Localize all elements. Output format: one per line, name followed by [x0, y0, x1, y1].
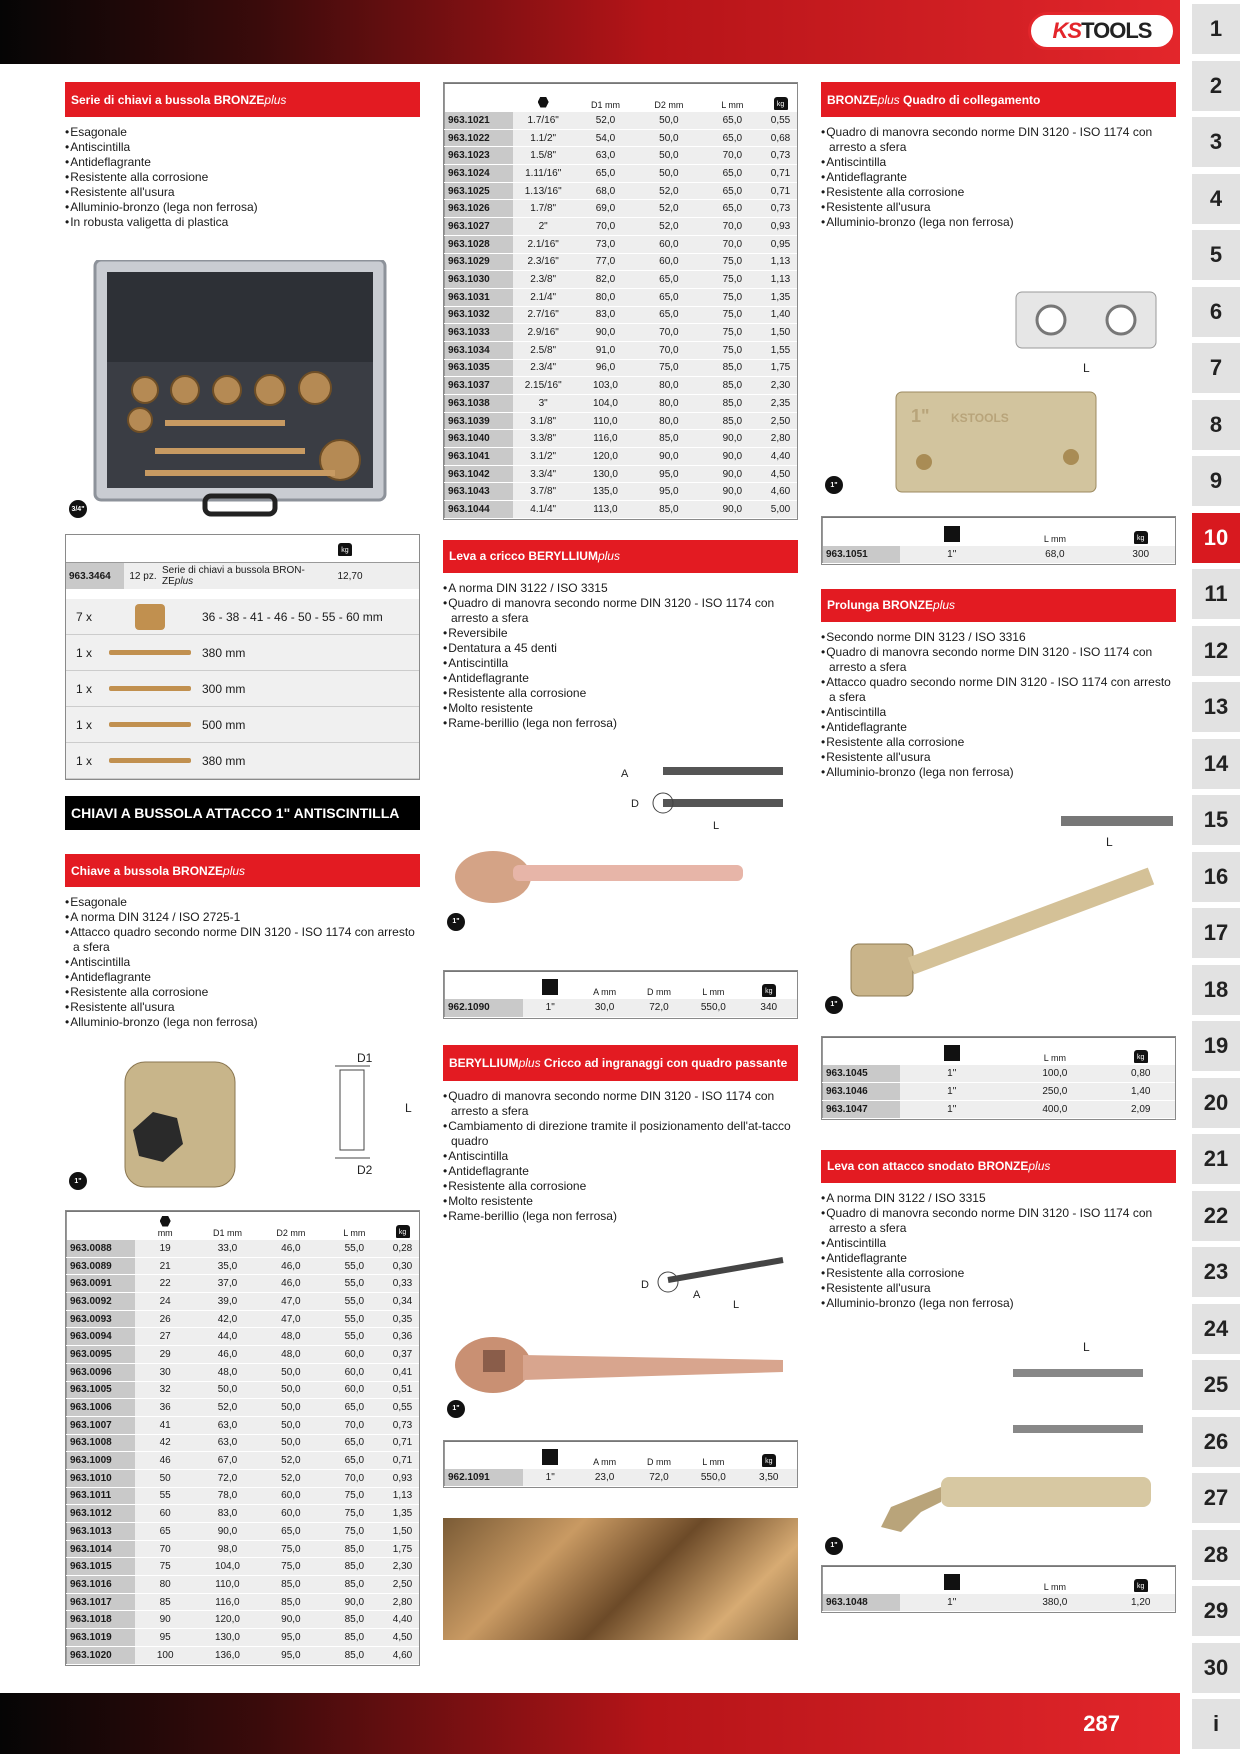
table-row: 963.1019 95 130,0 95,0 85,0 4,50 [67, 1629, 420, 1647]
table-row: 963.0089 21 35,0 46,0 55,0 0,30 [67, 1257, 420, 1275]
table-row: 963.1047 1" 400,0 2,09 [823, 1101, 1176, 1119]
feature-item: • Resistente alla corrosione [821, 735, 1176, 750]
feature-item: • Alluminio-bronzo (lega non ferrosa) [821, 215, 1176, 230]
feature-item: • Antideflagrante [443, 1164, 798, 1179]
table-row: 963.1015 75 104,0 75,0 85,0 2,30 [67, 1558, 420, 1576]
gear-features [443, 1089, 798, 1224]
footer-bar [0, 1693, 1180, 1754]
tab-5[interactable]: 5 [1192, 230, 1240, 280]
tab-3[interactable]: 3 [1192, 117, 1240, 167]
extension-table [821, 1036, 1176, 1120]
feature-item: • Rame-berillio (lega non ferrosa) [443, 716, 798, 731]
ratchet-features [443, 581, 798, 731]
gear-dim-d: D [641, 1278, 649, 1291]
ratchet-dim-d: D [631, 797, 639, 810]
connector-table [821, 516, 1176, 565]
tab-18[interactable]: 18 [1192, 965, 1240, 1015]
tab-7[interactable]: 7 [1192, 343, 1240, 393]
table-row: 963.1040 3.3/8" 116,0 85,0 90,0 2,80 [445, 430, 798, 448]
hex-icon [160, 1216, 171, 1227]
table-row: 963.1051 1" 68,0 300 [823, 546, 1176, 564]
feature-item: • Quadro di manovra secondo norme DIN 3120 - ISO 1174 con arresto a sfera [821, 645, 1176, 675]
table-header: L mm [1003, 518, 1106, 546]
table-header: A mm [577, 1441, 631, 1469]
table-header: L mm [686, 1441, 740, 1469]
feature-item: • Antiscintilla [821, 155, 1176, 170]
extension-title: Prolunga BRONZE plus [821, 589, 1176, 622]
tab-16[interactable]: 16 [1192, 852, 1240, 902]
set-title: Serie di chiavi a bussola BRONZE plus [65, 82, 420, 117]
set-content-row: 1 x 380 mm [66, 743, 419, 779]
table-row: 963.0096 30 48,0 50,0 60,0 0,41 [67, 1363, 420, 1381]
set-size-tag: 3/4" [69, 500, 87, 518]
table-header [764, 84, 797, 112]
case-image [65, 260, 420, 520]
feature-item: • Antiscintilla [65, 140, 420, 155]
connector-features [821, 125, 1176, 230]
gear-ratchet-title: BERYLLIUMplus Cricco ad ingranaggi con quadro passante [443, 1045, 798, 1081]
table-header: D mm [632, 1441, 686, 1469]
weight-icon: kg [338, 543, 352, 556]
socket-features [65, 895, 420, 1030]
square-drive-icon [542, 979, 558, 995]
table-row: 963.1021 1.7/16" 52,0 50,0 65,0 0,55 [445, 112, 798, 130]
weight-icon: kg [762, 984, 776, 997]
table-row: 963.1025 1.13/16" 68,0 52,0 65,0 0,71 [445, 182, 798, 200]
weight-icon: kg [774, 97, 788, 110]
feature-item: • In robusta valigetta di plastica [65, 215, 420, 230]
feature-item: • Molto resistente [443, 1194, 798, 1209]
table-row: 963.1006 36 52,0 50,0 65,0 0,55 [67, 1399, 420, 1417]
feature-item: • Resistente all'usura [65, 1000, 420, 1015]
feature-item: • Resistente alla corrosione [65, 985, 420, 1000]
table-row: 963.1023 1.5/8" 63,0 50,0 70,0 0,73 [445, 147, 798, 165]
tab-8[interactable]: 8 [1192, 400, 1240, 450]
feature-item: • Antideflagrante [65, 155, 420, 170]
extension-size-tag: 1" [825, 996, 843, 1014]
gear-photo [443, 1240, 798, 1430]
feature-item: • Resistente alla corrosione [443, 1179, 798, 1194]
table-header [445, 971, 524, 999]
feature-item: • Secondo norme DIN 3123 / ISO 3316 [821, 630, 1176, 645]
square-drive-icon [944, 1574, 960, 1590]
hinge-size-tag: 1" [825, 1537, 843, 1555]
gear-size-tag: 1" [447, 1400, 465, 1418]
table-row: 963.1005 32 50,0 50,0 60,0 0,51 [67, 1381, 420, 1399]
feature-item: • Alluminio-bronzo (lega non ferrosa) [65, 1015, 420, 1030]
connector-photo [821, 242, 1176, 504]
weight-icon: kg [396, 1225, 410, 1238]
table-header: D mm [632, 971, 686, 999]
gear-table [443, 1440, 798, 1489]
set-content-row: 1 x 380 mm [66, 635, 419, 671]
table-header [386, 1212, 419, 1240]
table-header [445, 84, 513, 112]
tab-20[interactable]: 20 [1192, 1078, 1240, 1128]
table-header: D2 mm [259, 1212, 322, 1240]
part-thumbnail [102, 710, 198, 740]
table-row: 963.1012 60 83,0 60,0 75,0 1,35 [67, 1505, 420, 1523]
set-contents [66, 599, 419, 779]
table-row: 963.1031 2.1/4" 80,0 65,0 75,0 1,35 [445, 288, 798, 306]
socket-photo [65, 1052, 420, 1204]
tab-i[interactable]: i [1192, 1699, 1240, 1749]
table-header [741, 1441, 797, 1469]
feature-item: • Resistente alla corrosione [443, 686, 798, 701]
feature-item: • Antideflagrante [65, 970, 420, 985]
table-row: 963.1048 1" 380,0 1,20 [823, 1594, 1176, 1612]
table-row: 963.1018 90 120,0 90,0 85,0 4,40 [67, 1611, 420, 1629]
square-drive-icon [542, 1449, 558, 1465]
table-row: 963.1045 1" 100,0 0,80 [823, 1065, 1176, 1083]
tab-29[interactable]: 29 [1192, 1586, 1240, 1636]
table-header [900, 518, 1003, 546]
extension-features [821, 630, 1176, 780]
feature-item: • Molto resistente [443, 701, 798, 716]
extension-image [821, 786, 1176, 1026]
socket-dim-d1: D1 [357, 1052, 373, 1065]
socket-title: Chiave a bussola BRONZE plus [65, 854, 420, 887]
table-row: 963.1024 1.11/16" 65,0 50,0 65,0 0,71 [445, 165, 798, 183]
table-row: 963.1022 1.1/2" 54,0 50,0 65,0 0,68 [445, 129, 798, 147]
socket-dim-d2: D2 [357, 1163, 373, 1177]
table-row: 963.1032 2.7/16" 83,0 65,0 75,0 1,40 [445, 306, 798, 324]
table-header: D2 mm [637, 84, 700, 112]
table-row: 963.1016 80 110,0 85,0 85,0 2,50 [67, 1576, 420, 1594]
table-row: 963.1014 70 98,0 75,0 85,0 1,75 [67, 1540, 420, 1558]
table-header [513, 84, 574, 112]
feature-item: • Antiscintilla [443, 656, 798, 671]
tab-22[interactable]: 22 [1192, 1191, 1240, 1241]
part-thumbnail [102, 602, 198, 632]
table-header [741, 971, 797, 999]
table-row: 963.1007 41 63,0 50,0 70,0 0,73 [67, 1416, 420, 1434]
table-header [823, 518, 901, 546]
part-thumbnail [102, 674, 198, 704]
tab-21[interactable]: 21 [1192, 1134, 1240, 1184]
table-header [823, 1566, 901, 1594]
set-content-row: 1 x 300 mm [66, 671, 419, 707]
column-left [65, 82, 420, 1666]
feature-item: • Quadro di manovra secondo norme DIN 3120 - ISO 1174 con arresto a sfera [821, 1206, 1176, 1236]
tab-6[interactable]: 6 [1192, 287, 1240, 337]
ratchet-photo [443, 737, 798, 942]
tab-2[interactable]: 2 [1192, 61, 1240, 111]
table-row: 962.1091 1" 23,0 72,0 550,0 3,50 [445, 1469, 798, 1487]
extension-photo [821, 786, 1176, 1026]
table-row: 963.1037 2.15/16" 103,0 80,0 85,0 2,30 [445, 377, 798, 395]
set-content-row: 1 x 500 mm [66, 707, 419, 743]
tab-30[interactable]: 30 [1192, 1643, 1240, 1693]
set-content-row: 7 x 36 - 38 - 41 - 46 - 50 - 55 - 60 mm [66, 599, 419, 635]
table-row: 963.1017 85 116,0 85,0 90,0 2,80 [67, 1593, 420, 1611]
connector-size-tag: 1" [825, 476, 843, 494]
header-bar [0, 0, 1180, 64]
square-drive-icon [944, 526, 960, 542]
table-header: L mm [701, 84, 764, 112]
tab-24[interactable]: 24 [1192, 1304, 1240, 1354]
square-drive-icon [944, 1045, 960, 1061]
chapter-tabs [1192, 0, 1240, 1754]
ratchet-image [443, 737, 798, 942]
tab-27[interactable]: 27 [1192, 1473, 1240, 1523]
feature-item: • Reversibile [443, 626, 798, 641]
tab-14[interactable]: 14 [1192, 739, 1240, 789]
table-row: 963.0092 24 39,0 47,0 55,0 0,34 [67, 1293, 420, 1311]
feature-item: • Antiscintilla [821, 1236, 1176, 1251]
socket-inch-table [443, 82, 798, 520]
feature-item: • Antideflagrante [821, 720, 1176, 735]
table-header: L mm [1003, 1037, 1106, 1065]
tab-10[interactable]: 10 [1192, 513, 1240, 563]
table-row: 963.1010 50 72,0 52,0 70,0 0,93 [67, 1469, 420, 1487]
table-header [1106, 1037, 1175, 1065]
tab-13[interactable]: 13 [1192, 682, 1240, 732]
feature-item: • Alluminio-bronzo (lega non ferrosa) [65, 200, 420, 215]
feature-item: • Quadro di manovra secondo norme DIN 3120 - ISO 1174 con arresto a sfera [443, 596, 798, 626]
tab-23[interactable]: 23 [1192, 1247, 1240, 1297]
part-thumbnail [102, 746, 198, 776]
feature-item: • Quadro di manovra secondo norme DIN 3120 - ISO 1174 con arresto a sfera [443, 1089, 798, 1119]
table-header [523, 1441, 577, 1469]
table-row: 963.1044 4.1/4" 113,0 85,0 90,0 5,00 [445, 501, 798, 519]
hinge-title: Leva con attacco snodato BRONZE plus [821, 1150, 1176, 1183]
svg-text:1": 1" [911, 406, 930, 426]
tab-26[interactable]: 26 [1192, 1417, 1240, 1467]
table-row: 963.1011 55 78,0 60,0 75,0 1,13 [67, 1487, 420, 1505]
table-row: 963.0091 22 37,0 46,0 55,0 0,33 [67, 1275, 420, 1293]
table-header: A mm [577, 971, 631, 999]
tab-15[interactable]: 15 [1192, 795, 1240, 845]
ratchet-size-tag: 1" [447, 913, 465, 931]
feature-item: • Resistente all'usura [821, 750, 1176, 765]
feature-item: • Resistente all'usura [65, 185, 420, 200]
table-row: 963.1042 3.3/4" 130,0 95,0 90,0 4,50 [445, 465, 798, 483]
table-row: 963.0094 27 44,0 48,0 55,0 0,36 [67, 1328, 420, 1346]
feature-item: • Alluminio-bronzo (lega non ferrosa) [821, 765, 1176, 780]
gear-dim-a: A [693, 1288, 701, 1301]
feature-item: • Alluminio-bronzo (lega non ferrosa) [821, 1296, 1176, 1311]
hinge-photo [821, 1337, 1176, 1559]
feature-item: • Antiscintilla [443, 1149, 798, 1164]
connector-title: BRONZEplus Quadro di collegamento [821, 82, 1176, 117]
hinge-image [821, 1337, 1176, 1559]
table-header [67, 1212, 135, 1240]
tab-12[interactable]: 12 [1192, 626, 1240, 676]
table-row: 963.1039 3.1/8" 110,0 80,0 85,0 2,50 [445, 412, 798, 430]
table-row: 963.1009 46 67,0 52,0 65,0 0,71 [67, 1452, 420, 1470]
table-header: L mm [1003, 1566, 1106, 1594]
table-row: 963.1043 3.7/8" 135,0 95,0 90,0 4,60 [445, 483, 798, 501]
feature-item: • Resistente alla corrosione [821, 185, 1176, 200]
feature-item: • Antiscintilla [821, 705, 1176, 720]
table-row: 963.1027 2" 70,0 52,0 70,0 0,93 [445, 218, 798, 236]
feature-item: • A norma DIN 3122 / ISO 3315 [443, 581, 798, 596]
table-row: 963.1028 2.1/16" 73,0 60,0 70,0 0,95 [445, 235, 798, 253]
tab-9[interactable]: 9 [1192, 456, 1240, 506]
hinge-dim-l: L [1083, 1339, 1090, 1354]
ratchet-dim-l: L [713, 819, 720, 832]
gear-ratchet-image [443, 1240, 798, 1430]
chapter-banner: CHIAVI A BUSSOLA ATTACCO 1" ANTISCINTILLA [65, 796, 420, 830]
tab-4[interactable]: 4 [1192, 174, 1240, 224]
set-photo [65, 260, 420, 520]
bronze-parts-photo [443, 1518, 798, 1640]
feature-item: • Resistente alla corrosione [821, 1266, 1176, 1281]
feature-item: • Resistente all'usura [821, 200, 1176, 215]
set-table [65, 534, 420, 780]
socket-image [65, 1052, 420, 1204]
table-row: 963.0095 29 46,0 48,0 60,0 0,37 [67, 1346, 420, 1364]
feature-item: • Dentatura a 45 denti [443, 641, 798, 656]
table-row: 963.0088 19 33,0 46,0 55,0 0,28 [67, 1240, 420, 1258]
table-header: D1 mm [196, 1212, 259, 1240]
table-header [523, 971, 577, 999]
table-header [900, 1037, 1003, 1065]
table-row: 963.1026 1.7/8" 69,0 52,0 65,0 0,73 [445, 200, 798, 218]
table-row: 963.1008 42 63,0 50,0 65,0 0,71 [67, 1434, 420, 1452]
tab-17[interactable]: 17 [1192, 908, 1240, 958]
tab-11[interactable]: 11 [1192, 569, 1240, 619]
table-header [1106, 1566, 1175, 1594]
connector-dim-l: L [1083, 361, 1090, 375]
svg-text:KSTOOLS: KSTOOLS [951, 411, 1009, 425]
table-header [900, 1566, 1003, 1594]
table-header: L mm [686, 971, 740, 999]
table-row: 963.1020 100 136,0 95,0 85,0 4,60 [67, 1646, 420, 1664]
weight-icon: kg [1134, 531, 1148, 544]
table-row: 963.1034 2.5/8" 91,0 70,0 75,0 1,55 [445, 341, 798, 359]
feature-item: • Attacco quadro secondo norme DIN 3120 - ISO 1174 con arresto a sfera [821, 675, 1176, 705]
feature-item: • Attacco quadro secondo norme DIN 3120 - ISO 1174 con arresto a sfera [65, 925, 420, 955]
feature-item: • Rame-berillio (lega non ferrosa) [443, 1209, 798, 1224]
feature-item: • Esagonale [65, 125, 420, 140]
table-row: 963.1013 65 90,0 65,0 75,0 1,50 [67, 1523, 420, 1541]
table-header [445, 1441, 524, 1469]
socket-table [65, 1210, 420, 1666]
socket-size-tag: 1" [69, 1172, 87, 1190]
feature-item: • Esagonale [65, 895, 420, 910]
table-row: 963.1033 2.9/16" 90,0 70,0 75,0 1,50 [445, 324, 798, 342]
ratchet-title: Leva a cricco BERYLLIUM plus [443, 540, 798, 573]
feature-item: • A norma DIN 3124 / ISO 2725-1 [65, 910, 420, 925]
weight-icon: kg [1134, 1050, 1148, 1063]
hex-icon [538, 97, 549, 108]
table-row: 962.1090 1" 30,0 72,0 550,0 340 [445, 999, 798, 1017]
connector-image [821, 242, 1176, 504]
feature-item: • Antideflagrante [821, 170, 1176, 185]
table-row: 963.1046 1" 250,0 1,40 [823, 1083, 1176, 1101]
column-right [821, 82, 1176, 1613]
ratchet-table [443, 970, 798, 1019]
table-header: L mm [323, 1212, 386, 1240]
feature-item: • Resistente alla corrosione [65, 170, 420, 185]
ks-tools-logo: KS TOOLS [1028, 12, 1176, 50]
part-thumbnail [102, 638, 198, 668]
feature-item: • Quadro di manovra secondo norme DIN 3120 - ISO 1174 con arresto a sfera [821, 125, 1176, 155]
column-middle [443, 82, 798, 1640]
table-row: 963.0093 26 42,0 47,0 55,0 0,35 [67, 1310, 420, 1328]
tab-1[interactable]: 1 [1192, 4, 1240, 54]
ratchet-dim-a: A [621, 767, 629, 780]
table-row: 963.1041 3.1/2" 120,0 90,0 90,0 4,40 [445, 448, 798, 466]
table-row: 963.1038 3" 104,0 80,0 85,0 2,35 [445, 395, 798, 413]
table-header [823, 1037, 901, 1065]
feature-item: • A norma DIN 3122 / ISO 3315 [821, 1191, 1176, 1206]
feature-item: • Cambiamento di direzione tramite il posizionamento dell'at-tacco quadro [443, 1119, 798, 1149]
socket-dim-l: L [405, 1101, 412, 1115]
page-number: 287 [1083, 1711, 1120, 1736]
feature-item: • Antideflagrante [443, 671, 798, 686]
table-row: 963.1030 2.3/8" 82,0 65,0 75,0 1,13 [445, 271, 798, 289]
table-header: mm [135, 1212, 196, 1240]
gear-dim-l: L [733, 1298, 740, 1311]
set-features [65, 125, 420, 230]
table-header: D1 mm [574, 84, 637, 112]
feature-item: • Antiscintilla [65, 955, 420, 970]
feature-item: • Antideflagrante [821, 1251, 1176, 1266]
hinge-features [821, 1191, 1176, 1311]
weight-icon: kg [1134, 1579, 1148, 1592]
extension-dim-l: L [1106, 834, 1113, 849]
hinge-table [821, 1565, 1176, 1614]
tab-19[interactable]: 19 [1192, 1021, 1240, 1071]
table-row: 963.1029 2.3/16" 77,0 60,0 75,0 1,13 [445, 253, 798, 271]
table-header [1106, 518, 1175, 546]
feature-item: • Resistente all'usura [821, 1281, 1176, 1296]
set-row: 963.3464 12 pz. Serie di chiavi a bussola BRON-ZEplus 12,70 [66, 563, 419, 589]
tab-28[interactable]: 28 [1192, 1530, 1240, 1580]
tab-25[interactable]: 25 [1192, 1360, 1240, 1410]
table-row: 963.1035 2.3/4" 96,0 75,0 85,0 1,75 [445, 359, 798, 377]
weight-icon: kg [762, 1454, 776, 1467]
